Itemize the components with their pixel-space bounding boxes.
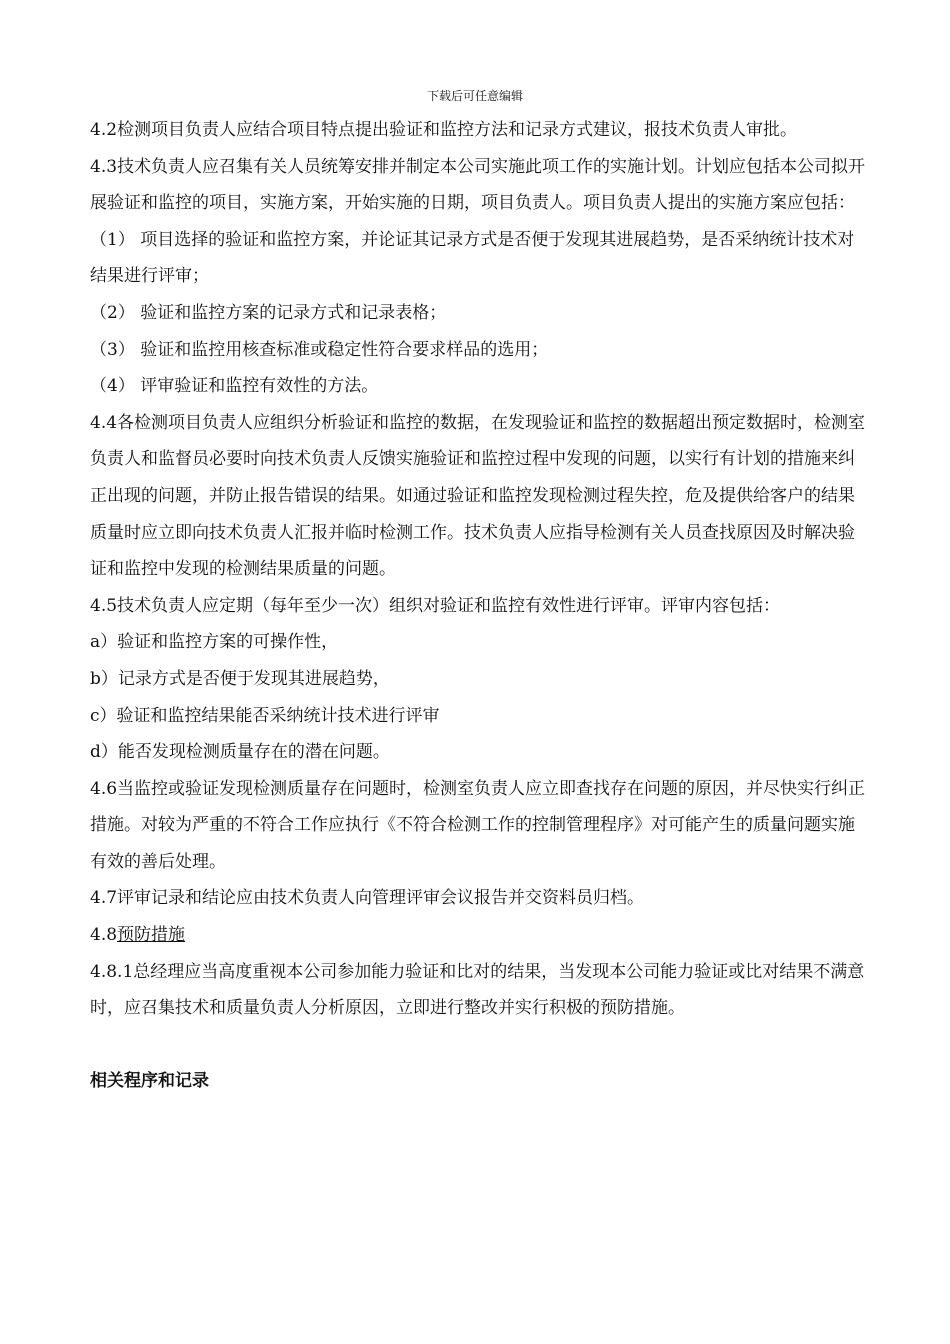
related-procedures-heading: 相关程序和记录 [90,1070,209,1091]
section-4-3-item-2: （2） 验证和监控方案的记录方式和记录表格； [90,302,447,323]
section-4-5-item-b: b）记录方式是否便于发现其进展趋势， [90,668,390,689]
section-4-8-title: 预防措施 [117,925,186,946]
section-4-5-item-a: a）验证和监控方案的可操作性， [90,632,339,653]
section-4-5-item-c: c）验证和监控结果能否采纳统计技术进行评审 [90,705,440,726]
section-4-6: 4.6当监控或验证发现检测质量存在问题时，检测室负责人应立即查找存在问题的原因，并尽快实行纠正措施。对较为严重的不符合工作应执行《不符合检测工作的控制管理程序》对可能产生的质量问题实施有效的善后处理。 [90,778,866,872]
section-4-5-item-d: d）能否发现检测质量存在的潜在问题。 [90,742,390,763]
section-4-3-item-1: （1） 项目选择的验证和监控方案，并论证其记录方式是否便于发现其进展趋势，是否采纳统计技术对结果进行评审； [90,229,855,287]
section-4-3: 4.3技术负责人应召集有关人员统筹安排并制定本公司实施此项工作的实施计划。计划应包括本公司拟开展验证和监控的项目，实施方案，开始实施的日期，项目负责人。项目负责人提出的实施方案应包括： [90,156,866,214]
section-4-5: 4.5技术负责人应定期（每年至少一次）组织对验证和监控有效性进行评审。评审内容包括： [90,595,781,616]
section-4-2: 4.2检测项目负责人应结合项目特点提出验证和监控方法和记录方式建议，报技术负责人审批。 [90,120,798,140]
blank-line [90,1027,870,1063]
document-body [90,112,870,1099]
page-header-note: 下载后可任意编辑 [426,89,523,103]
section-4-7: 4.7评审记录和结论应由技术负责人向管理评审会议报告并交资料员归档。 [90,888,645,909]
section-4-4: 4.4各检测项目负责人应组织分析验证和监控的数据，在发现验证和监控的数据超出预定数据时，检测室负责人和监督员必要时向技术负责人反馈实施验证和监控过程中发现的问题，以实行有计划的措施来纠正出现的问题，并防止报告错误的结果。如通过验证和监控发现检测过程失控，危及提供给客户的结果质量时应立即向技术负责人汇报并临时检测工作。技术负责人应指导检测有关人员查找原因及时解决验证和监控中发现的检测结果质量的问题。 [90,412,866,580]
section-4-8 [90,917,870,954]
section-4-8-number: 4.8 [90,925,118,946]
section-4-3-item-3: （3） 验证和监控用核查标准或稳定性符合要求样品的选用； [90,339,549,360]
section-4-8-1: 4.8.1总经理应当高度重视本公司参加能力验证和比对的结果，当发现本公司能力验证或比对结果不满意时，应召集技术和质量负责人分析原因，立即进行整改并实行积极的预防措施。 [90,961,865,1019]
section-4-3-item-4: （4） 评审验证和监控有效性的方法。 [90,376,379,397]
